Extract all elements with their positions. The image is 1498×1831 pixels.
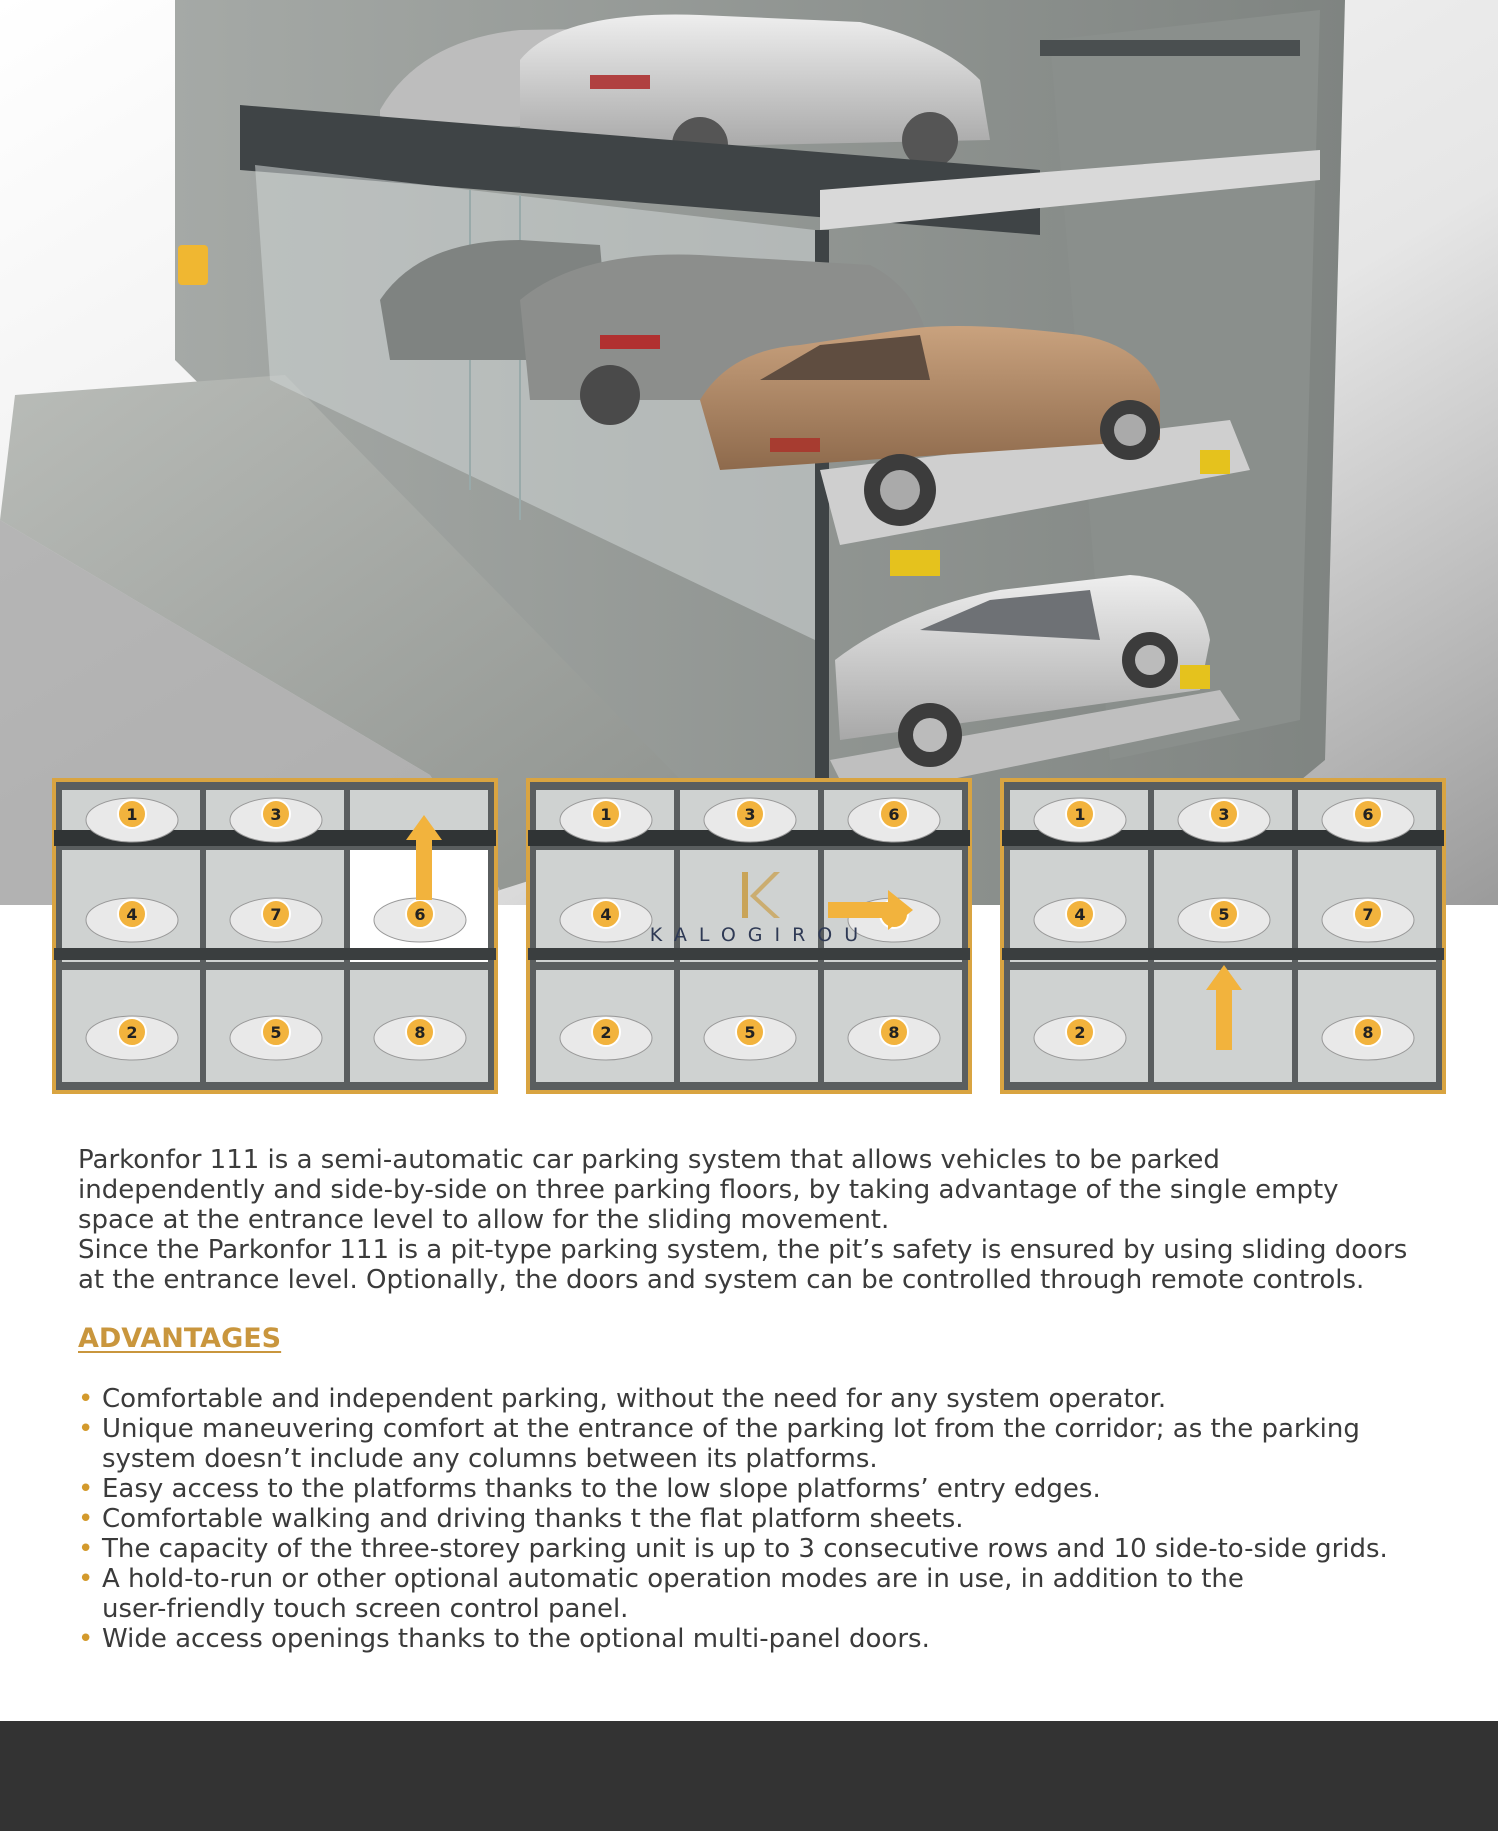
bullet-icon: •	[78, 1474, 94, 1504]
main-content	[78, 1145, 1418, 1654]
intro-line: Since the Parkonfor 111 is a pit-type parking system, the pit’s safety is ensured by using sliding doors	[78, 1235, 1408, 1265]
car-number: 1	[1074, 805, 1086, 824]
advantage-line: Comfortable walking and driving thanks t the flat platform sheets.	[102, 1504, 964, 1534]
advantage-item	[78, 1504, 1418, 1534]
car-number: 2	[600, 1023, 612, 1042]
advantage-line: user-friendly touch screen control panel.	[102, 1594, 629, 1624]
advantage-line: Comfortable and independent parking, without the need for any system operator.	[102, 1384, 1167, 1414]
car-number: 8	[888, 1023, 900, 1042]
bullet-icon: •	[78, 1564, 94, 1594]
logo-wordmark: KALOGIROU	[649, 924, 871, 946]
bullet-icon: •	[78, 1504, 94, 1534]
advantage-line: Wide access openings thanks to the optional multi-panel doors.	[102, 1624, 930, 1654]
sequence-panel	[1002, 780, 1444, 1092]
advantage-line: system doesn’t include any columns between its platforms.	[102, 1444, 878, 1474]
advantage-line: Unique maneuvering comfort at the entrance of the parking lot from the corridor; as the parking	[102, 1414, 1360, 1444]
intro-line: space at the entrance level to allow for the sliding movement.	[78, 1205, 890, 1235]
car-number: 2	[126, 1023, 138, 1042]
car-number: 3	[744, 805, 756, 824]
advantage-item	[78, 1624, 1418, 1654]
advantage-line: Easy access to the platforms thanks to the low slope platforms’ entry edges.	[102, 1474, 1101, 1504]
platform-beam	[54, 948, 496, 960]
car-number: 2	[1074, 1023, 1086, 1042]
car-number: 3	[1218, 805, 1230, 824]
advantage-item	[78, 1474, 1418, 1504]
advantage-item	[78, 1534, 1418, 1564]
advantage-item	[78, 1564, 1418, 1624]
bullet-icon: •	[78, 1534, 94, 1564]
car-number: 1	[126, 805, 138, 824]
car-number: 6	[414, 905, 426, 924]
car-number: 4	[600, 905, 612, 924]
bullet-icon: •	[78, 1384, 94, 1414]
kalogirou-logo	[640, 870, 880, 970]
car-number: 5	[744, 1023, 756, 1042]
car-number: 3	[270, 805, 282, 824]
bullet-icon: •	[78, 1414, 94, 1444]
advantage-item	[78, 1384, 1418, 1414]
car-number: 4	[1074, 905, 1086, 924]
advantage-line: The capacity of the three-storey parking unit is up to 3 consecutive rows and 10 side-to-side grids.	[102, 1534, 1388, 1564]
intro-line: independently and side-by-side on three parking floors, by taking advantage of the single empty	[78, 1175, 1339, 1205]
car-number: 5	[1218, 905, 1230, 924]
advantage-item	[78, 1414, 1418, 1474]
intro-text	[78, 1145, 1418, 1295]
car-number: 5	[270, 1023, 282, 1042]
bullet-icon: •	[78, 1624, 94, 1654]
car-number: 4	[126, 905, 138, 924]
intro-line: at the entrance level. Optionally, the doors and system can be controlled through remote controls.	[78, 1265, 1365, 1295]
car-number: 6	[1362, 805, 1374, 824]
footer-bar	[0, 1721, 1498, 1831]
logo-k-mark	[740, 870, 780, 920]
advantage-line: A hold-to-run or other optional automatic operation modes are in use, in addition to the	[102, 1564, 1244, 1594]
sequence-panel	[54, 780, 496, 1092]
car-number: 7	[270, 905, 282, 924]
car-number: 8	[1362, 1023, 1374, 1042]
advantages-list	[78, 1384, 1418, 1654]
car-number: 6	[888, 805, 900, 824]
car-number: 8	[414, 1023, 426, 1042]
intro-line: Parkonfor 111 is a semi-automatic car parking system that allows vehicles to be parked	[78, 1145, 1220, 1175]
car-number: 7	[1362, 905, 1374, 924]
car-number: 1	[600, 805, 612, 824]
advantages-heading: ADVANTAGES	[78, 1323, 282, 1354]
platform-beam	[1002, 948, 1444, 960]
